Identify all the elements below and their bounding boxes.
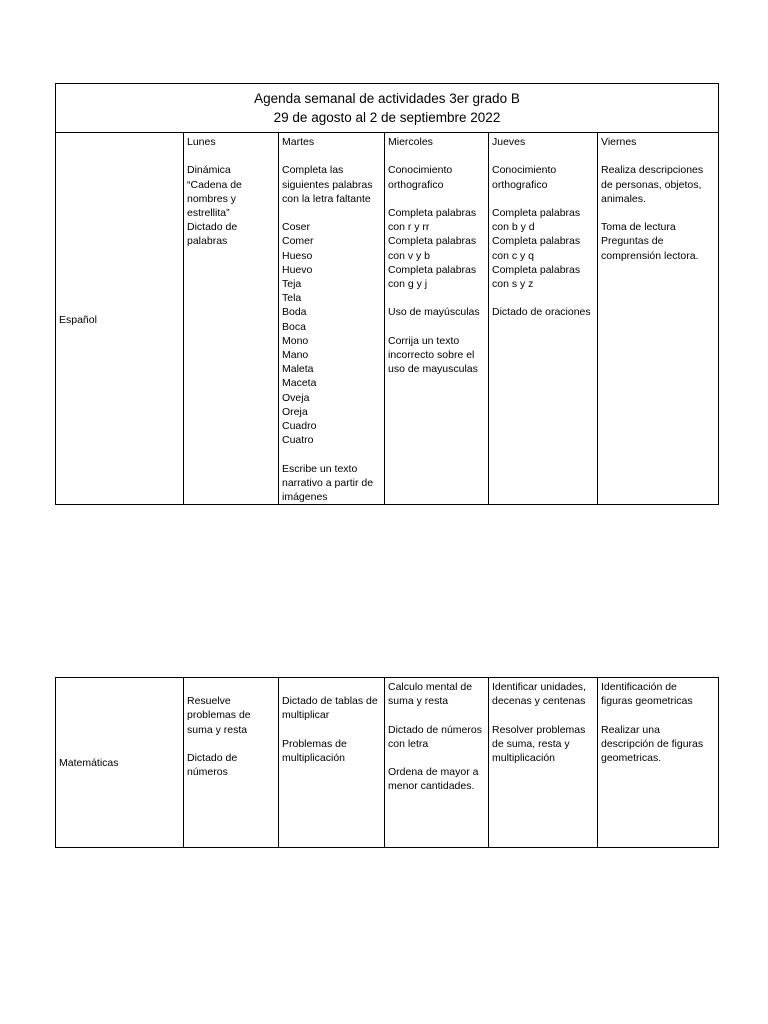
matematicas-lunes-text: Resuelve problemas de suma y resta Dictado de números <box>187 695 251 779</box>
agenda-title: Agenda semanal de actividades 3er grado B <box>254 91 520 106</box>
subject-matematicas <box>56 678 184 848</box>
matematicas-viernes-text: Identificación de figuras geometricas Realizar una descripción de figuras geometricas. <box>601 681 704 765</box>
subject-label: Matemáticas <box>59 757 119 770</box>
espanol-row <box>56 133 719 505</box>
espanol-jueves-cell <box>489 133 598 505</box>
matematicas-row <box>56 678 719 848</box>
agenda-date-range: 29 de agosto al 2 de septiembre 2022 <box>273 110 501 125</box>
matematicas-martes-text: Dictado de tablas de multiplicar Problemas de multiplicación <box>282 695 378 765</box>
subject-espanol <box>56 133 184 505</box>
espanol-viernes-cell <box>598 133 719 505</box>
title-row <box>56 84 719 133</box>
title-cell <box>56 84 719 133</box>
espanol-miercoles-cell <box>385 133 489 505</box>
matematicas-jueves-cell <box>489 678 598 848</box>
espanol-lunes-cell <box>184 133 279 505</box>
matematicas-miercoles-cell <box>385 678 489 848</box>
matematicas-martes-cell <box>279 678 385 848</box>
matematicas-jueves-text: Identificar unidades, decenas y centenas Resolver problemas de suma, resta y multiplicación <box>492 681 586 765</box>
espanol-martes-cell <box>279 133 385 505</box>
espanol-miercoles-text: Miercoles Conocimiento orthografico Completa palabras con r y rr Completa palabras con v y b Completa palabras con g y j Uso de mayúsculas Corrija un texto incorrecto sobre el uso de mayusculas <box>388 136 480 376</box>
espanol-lunes-text: Lunes Dinámica “Cadena de nombres y estrellita” Dictado de palabras <box>187 136 242 248</box>
agenda-table-matematicas <box>55 677 719 848</box>
espanol-martes-text: Martes Completa las siguientes palabras con la letra faltante Coser Comer Hueso Huevo Teja Tela Boda Boca Mono Mano Maleta Maceta Oveja Oreja Cuadro Cuatro Escribe un texto narrativo a partir de imágenes <box>282 136 374 504</box>
matematicas-lunes-cell <box>184 678 279 848</box>
agenda-table-espanol <box>55 83 719 505</box>
subject-label: Español <box>59 313 97 326</box>
espanol-viernes-text: Viernes Realiza descripciones de personas, objetos, animales. Toma de lectura Preguntas de comprensión lectora. <box>601 136 704 262</box>
matematicas-miercoles-text: Calculo mental de suma y resta Dictado de números con letra Ordena de mayor a menor cantidades. <box>388 681 482 793</box>
matematicas-viernes-cell <box>598 678 719 848</box>
espanol-jueves-text: Jueves Conocimiento orthografico Completa palabras con b y d Completa palabras con c y q Completa palabras con s y z Dictado de oraciones <box>492 136 591 319</box>
